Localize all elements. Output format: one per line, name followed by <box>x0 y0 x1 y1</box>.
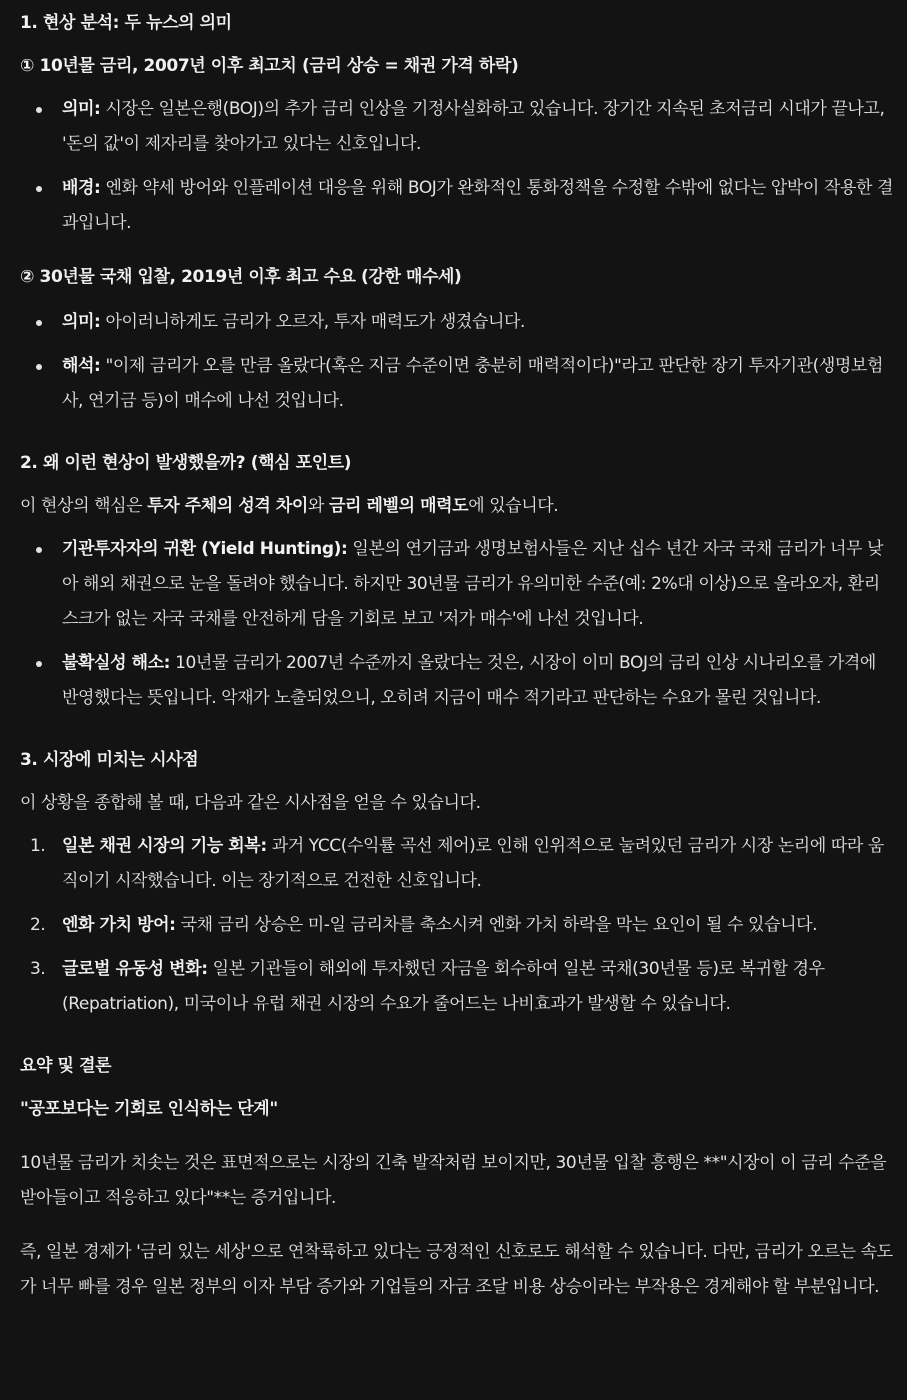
item-text: 일본의 연기금과 생명보험사들은 지난 십수 년간 자국 국채 금리가 너무 낮아 해외 채권으로 눈을 돌려야 했습니다. 하지만 30년물 금리가 유의미한 수준(예: 2%대 이상)으로 올라오자, 환리스크가 없는 자국 국채를 안전하게 담을 기회로 보고 '저가 매수'에 나선 것입니다. <box>62 539 884 629</box>
item-number: 3. <box>30 959 46 979</box>
intro-text: 와 <box>307 496 329 516</box>
item-text: 과거 YCC(수익률 곡선 제어)로 인해 인위적으로 눌려있던 금리가 시장 논리에 따라 움직이기 시작했습니다. 이는 장기적으로 건전한 신호입니다. <box>62 836 884 891</box>
item-text: 10년물 금리가 2007년 수준까지 올랐다는 것은, 시장이 이미 BOJ의 금리 인상 시나리오를 가격에 반영했다는 뜻입니다. 악재가 노출되었으니, 오히려 지금이 매수 적기라고 판단하는 수요가 몰린 것입니다. <box>62 653 876 708</box>
item-label: 불확실성 해소: <box>62 653 171 673</box>
list-item <box>20 171 893 241</box>
summary-title: 요약 및 결론 <box>20 1056 112 1076</box>
section-2-intro <box>20 489 893 524</box>
list-item <box>20 305 893 340</box>
summary-paragraph-2: 즉, 일본 경제가 '금리 있는 세상'으로 연착륙하고 있다는 긍정적인 신호로도 해석할 수 있습니다. 다만, 금리가 오르는 속도가 너무 빠를 경우 일본 정부의 이자 부담 증가와 기업들의 자금 조달 비용 상승이라는 부작용은 경계해야 할 부분입니다. <box>20 1242 893 1297</box>
item-number: 1. <box>30 836 46 856</box>
summary-quote: "공포보다는 기회로 인식하는 단계" <box>20 1099 278 1119</box>
intro-text: 이 현상의 핵심은 <box>20 496 148 516</box>
item-label: 의미: <box>62 99 101 119</box>
bullet-icon <box>36 107 42 113</box>
bullet-icon <box>36 661 42 667</box>
section-1-sub-2-list <box>20 305 893 419</box>
section-3-intro: 이 상황을 종합해 볼 때, 다음과 같은 시사점을 얻을 수 있습니다. <box>20 793 481 813</box>
item-label: 글로벌 유동성 변화: <box>62 959 208 979</box>
item-text: 엔화 약세 방어와 인플레이션 대응을 위해 BOJ가 완화적인 통화정책을 수정할 수밖에 없다는 압박이 작용한 결과입니다. <box>62 178 894 233</box>
bullet-icon <box>36 547 42 553</box>
item-text: "이제 금리가 오를 만큼 올랐다(혹은 지금 수준이면 충분히 매력적이다)"라고 판단한 장기 투자기관(생명보험사, 연기금 등)이 매수에 나선 것입니다. <box>62 356 883 411</box>
section-1-title: 1. 현상 분석: 두 뉴스의 의미 <box>20 13 232 33</box>
item-text: 시장은 일본은행(BOJ)의 추가 금리 인상을 기정사실화하고 있습니다. 장기간 지속된 초저금리 시대가 끝나고, '돈의 값'이 제자리를 찾아가고 있다는 신호입니다. <box>62 99 885 154</box>
list-item <box>20 952 893 1022</box>
item-label: 기관투자자의 귀환 (Yield Hunting): <box>62 539 348 559</box>
section-1-sub-1-list <box>20 92 893 241</box>
section-3-list <box>20 829 893 1022</box>
section-2-list <box>20 532 893 716</box>
section-3-title: 3. 시장에 미치는 시사점 <box>20 750 199 770</box>
item-label: 일본 채권 시장의 기능 회복: <box>62 836 267 856</box>
list-item <box>20 908 893 943</box>
intro-text: 에 있습니다. <box>468 496 559 516</box>
summary-paragraph-1: 10년물 금리가 치솟는 것은 표면적으로는 시장의 긴축 발작처럼 보이지만, 30년물 입찰 흥행은 **"시장이 이 금리 수준을 받아들이고 적응하고 있다"**는 증거입니다. <box>20 1153 887 1208</box>
item-label: 배경: <box>62 178 101 198</box>
list-item <box>20 349 893 419</box>
item-text: 일본 기관들이 해외에 투자했던 자금을 회수하여 일본 국채(30년물 등)로 복귀할 경우(Repatriation), 미국이나 유럽 채권 시장의 수요가 줄어드는 나비효과가 발생할 수 있습니다. <box>62 959 825 1014</box>
list-item <box>20 532 893 637</box>
item-text: 국채 금리 상승은 미-일 금리차를 축소시켜 엔화 가치 하락을 막는 요인이 될 수 있습니다. <box>175 915 818 935</box>
section-2-title: 2. 왜 이런 현상이 발생했을까? (핵심 포인트) <box>20 453 352 473</box>
item-number: 2. <box>30 915 46 935</box>
item-label: 의미: <box>62 312 101 332</box>
item-label: 해석: <box>62 356 101 376</box>
list-item <box>20 646 893 716</box>
list-item <box>20 92 893 162</box>
section-1-sub-1-heading: ① 10년물 금리, 2007년 이후 최고치 (금리 상승 = 채권 가격 하락) <box>20 56 519 76</box>
section-1-sub-2-heading: ② 30년물 국채 입찰, 2019년 이후 최고 수요 (강한 매수세) <box>20 267 462 287</box>
bullet-icon <box>36 364 42 370</box>
item-text: 아이러니하게도 금리가 오르자, 투자 매력도가 생겼습니다. <box>100 312 526 332</box>
intro-emphasis: 금리 레벨의 매력도 <box>328 496 469 516</box>
bullet-icon <box>36 186 42 192</box>
intro-emphasis: 투자 주체의 성격 차이 <box>147 496 308 516</box>
item-label: 엔화 가치 방어: <box>62 915 176 935</box>
bullet-icon <box>36 320 42 326</box>
list-item <box>20 829 893 899</box>
